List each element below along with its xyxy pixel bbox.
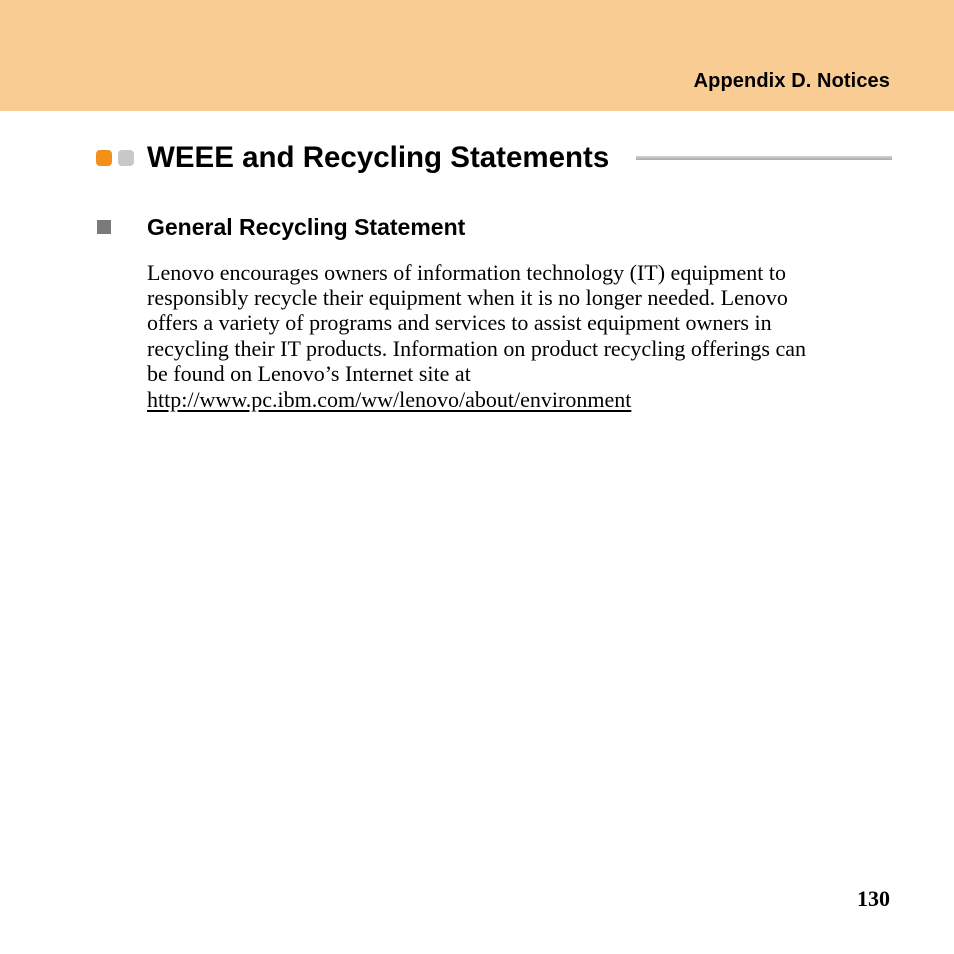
section-title: WEEE and Recycling Statements (147, 141, 610, 174)
subsection-title: General Recycling Statement (147, 214, 466, 240)
header-band (0, 0, 954, 111)
square-bullet-icon (97, 220, 111, 234)
body-line: Lenovo encourages owners of information technology (IT) equipment to (147, 260, 787, 285)
body-line: responsibly recycle their equipment when it is no longer needed. Lenovo (147, 285, 788, 311)
subsection-heading (96, 212, 892, 242)
page-number: 130 (857, 886, 890, 911)
body-line: offers a variety of programs and services to assist equipment owners in (147, 310, 772, 336)
body-line: recycling their IT products. Information on product recycling offerings can (147, 335, 806, 361)
gray-bullet-icon (118, 150, 134, 166)
environment-link[interactable]: http://www.pc.ibm.com/ww/lenovo/about/environment (147, 387, 632, 413)
heading-divider (636, 156, 892, 160)
orange-bullet-icon (96, 150, 112, 166)
body-line: be found on Lenovo’s Internet site at (147, 360, 471, 386)
body-paragraph (147, 260, 892, 412)
chapter-title: Appendix D. Notices (693, 70, 890, 92)
section-heading (96, 138, 892, 178)
